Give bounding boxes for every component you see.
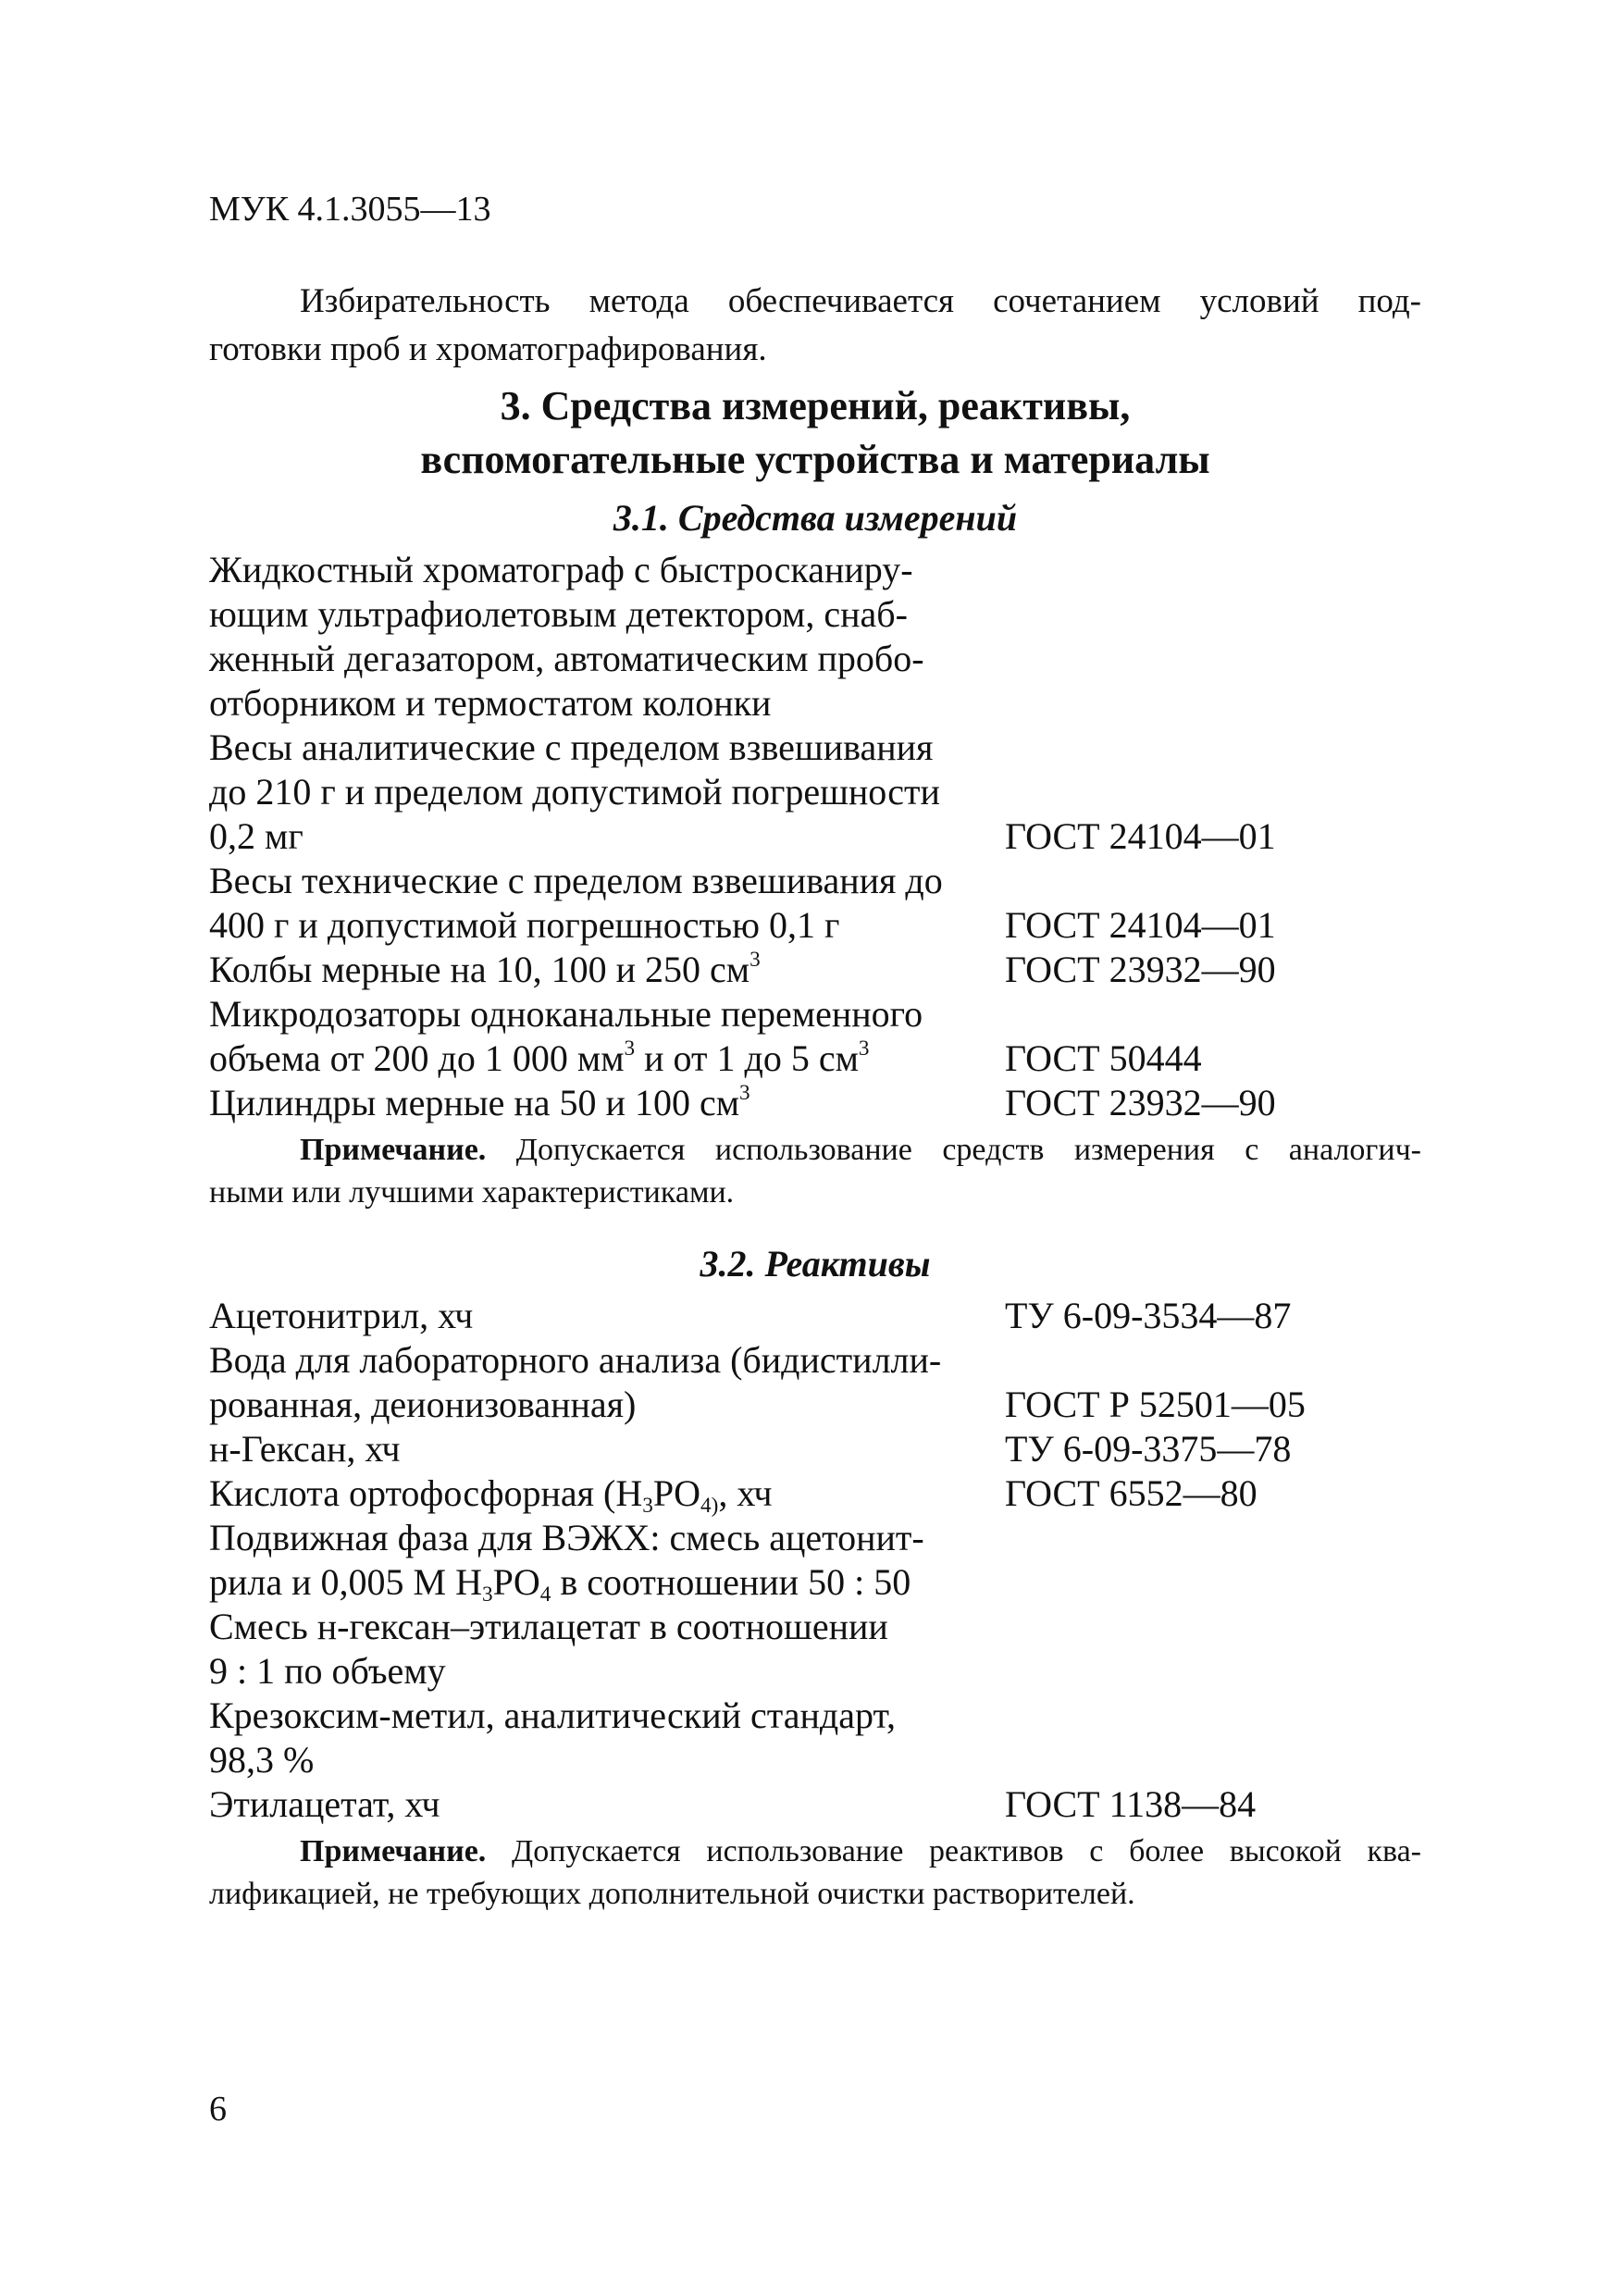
reagent-name: Смесь н-гексан–этилацетат в соотношении	[209, 1606, 888, 1647]
instrument-name: 400 г и допустимой погрешностью 0,1 г	[209, 904, 840, 946]
instrument-row	[209, 548, 1421, 592]
reagent-row	[209, 1605, 1421, 1649]
reagent-name: 98,3 %	[209, 1739, 315, 1781]
reagent-name: 9 : 1 по объему	[209, 1650, 446, 1692]
instrument-name: 0,2 мг	[209, 815, 304, 857]
note-label: Примечание.	[300, 1834, 487, 1868]
superscript: 3	[624, 1036, 636, 1061]
subscript: 4)	[700, 1493, 719, 1518]
instrument-standard: ГОСТ 50444	[1005, 1037, 1202, 1079]
reagent-row	[209, 1294, 1421, 1338]
subscript: 3	[642, 1493, 653, 1518]
reagent-row	[209, 1427, 1421, 1471]
section-3-1-title: 3.1. Средства измерений	[613, 497, 1018, 539]
reagent-name: Вода для лабораторного анализа (бидистилли-	[209, 1339, 942, 1381]
reagent-standard: ГОСТ 1138—84	[1005, 1783, 1257, 1825]
reagent-row	[209, 1694, 1421, 1738]
instruments-note	[209, 1129, 1421, 1214]
instrument-name: Весы технические с пределом взвешивания до	[209, 860, 943, 901]
section-3-title-line-1: 3. Средства измерений, реактивы,	[500, 383, 1131, 428]
subscript: 3	[481, 1582, 493, 1607]
instrument-row	[209, 948, 1421, 992]
reagent-row	[209, 1560, 1421, 1605]
reagent-name: рила и 0,005 М $H_3PO_4$ в соотношении 50 : 50	[209, 1561, 911, 1607]
instrument-row	[209, 903, 1421, 948]
document-header: МУК 4.1.3055—13	[209, 190, 491, 229]
instrument-row	[209, 637, 1421, 681]
reagent-standard: ГОСТ 6552—80	[1005, 1472, 1258, 1514]
instrument-name: женный дегазатором, автоматическим пробо-	[209, 638, 924, 679]
reagent-standard: ГОСТ Р 52501—05	[1005, 1384, 1306, 1425]
reagent-name: Подвижная фаза для ВЭЖХ: смесь ацетонит-	[209, 1517, 924, 1558]
reagent-standard: ТУ 6-09-3375—78	[1005, 1428, 1292, 1470]
superscript: 3	[858, 1036, 870, 1061]
reagent-name: Кислота ортофосфорная ($H_3PO_{4)}$, хч	[209, 1472, 773, 1518]
note-label: Примечание.	[300, 1133, 487, 1167]
reagent-row	[209, 1782, 1421, 1827]
intro-paragraph	[209, 278, 1421, 374]
instrument-name: ющим ультрафиолетовым детектором, снаб-	[209, 593, 908, 635]
reagent-name: Ацетонитрил, хч	[209, 1295, 474, 1336]
instrument-name: Колбы мерные на 10, 100 и 250 $см^3$	[209, 947, 761, 990]
instrument-standard: ГОСТ 24104—01	[1005, 904, 1276, 946]
intro-line-1: Избирательность метода обеспечивается сочетанием условий под-	[300, 282, 1421, 320]
instrument-standard: ГОСТ 23932—90	[1005, 1082, 1276, 1123]
reagent-row	[209, 1383, 1421, 1427]
instrument-name: Весы аналитические с пределом взвешивания	[209, 726, 934, 768]
superscript: 3	[750, 947, 761, 972]
instrument-row	[209, 1081, 1421, 1125]
instrument-name: Микродозаторы одноканальные переменного	[209, 993, 923, 1035]
reagent-row	[209, 1738, 1421, 1782]
section-3-2-title: 3.2. Реактивы	[700, 1243, 931, 1285]
reagent-name: рованная, деионизованная)	[209, 1384, 637, 1425]
superscript: 3	[739, 1080, 750, 1105]
instrument-standard: ГОСТ 24104—01	[1005, 815, 1276, 857]
reagent-name: Этилацетат, хч	[209, 1783, 440, 1825]
reagent-standard: ТУ 6-09-3534—87	[1005, 1295, 1292, 1336]
instrument-standard: ГОСТ 23932—90	[1005, 949, 1276, 990]
instrument-row	[209, 681, 1421, 726]
instrument-row	[209, 726, 1421, 770]
section-3-title-line-2: вспомогательные устройства и материалы	[420, 437, 1210, 482]
instrument-name: Цилиндры мерные на 50 и 100 $см^3$	[209, 1080, 750, 1123]
instrument-name: до 210 г и пределом допустимой погрешности	[209, 771, 940, 813]
note-line-1: Примечание. Допускается использование реактивов с более высокой ква-	[300, 1834, 1421, 1868]
section-3-title	[209, 379, 1421, 487]
note-line-1: Примечание. Допускается использование средств измерения с аналогич-	[300, 1133, 1421, 1167]
intro-line-2: готовки проб и хроматографирования.	[209, 330, 767, 368]
note-line-2: ными или лучшими характеристиками.	[209, 1175, 735, 1210]
instrument-row	[209, 770, 1421, 814]
reagent-name: н-Гексан, хч	[209, 1428, 401, 1470]
instrument-name: объема от 200 до 1 000 $мм^3$ и от 1 до 5 $см^3$	[209, 1036, 870, 1079]
note-line-2: лификацией, не требующих дополнительной очистки растворителей.	[209, 1877, 1135, 1911]
instrument-name: отборником и термостатом колонки	[209, 682, 772, 724]
reagent-row	[209, 1471, 1421, 1516]
reagents-note	[209, 1831, 1421, 1916]
reagent-row	[209, 1516, 1421, 1560]
instrument-row	[209, 814, 1421, 859]
instrument-row	[209, 1036, 1421, 1081]
instrument-row	[209, 992, 1421, 1036]
reagent-row	[209, 1338, 1421, 1383]
page-number: 6	[209, 2090, 227, 2128]
instrument-row	[209, 859, 1421, 903]
reagent-row	[209, 1649, 1421, 1694]
subscript: 4	[539, 1582, 551, 1607]
instrument-name: Жидкостный хроматограф с быстросканиру-	[209, 549, 913, 590]
reagent-name: Крезоксим-метил, аналитический стандарт,	[209, 1694, 896, 1736]
instrument-row	[209, 592, 1421, 637]
